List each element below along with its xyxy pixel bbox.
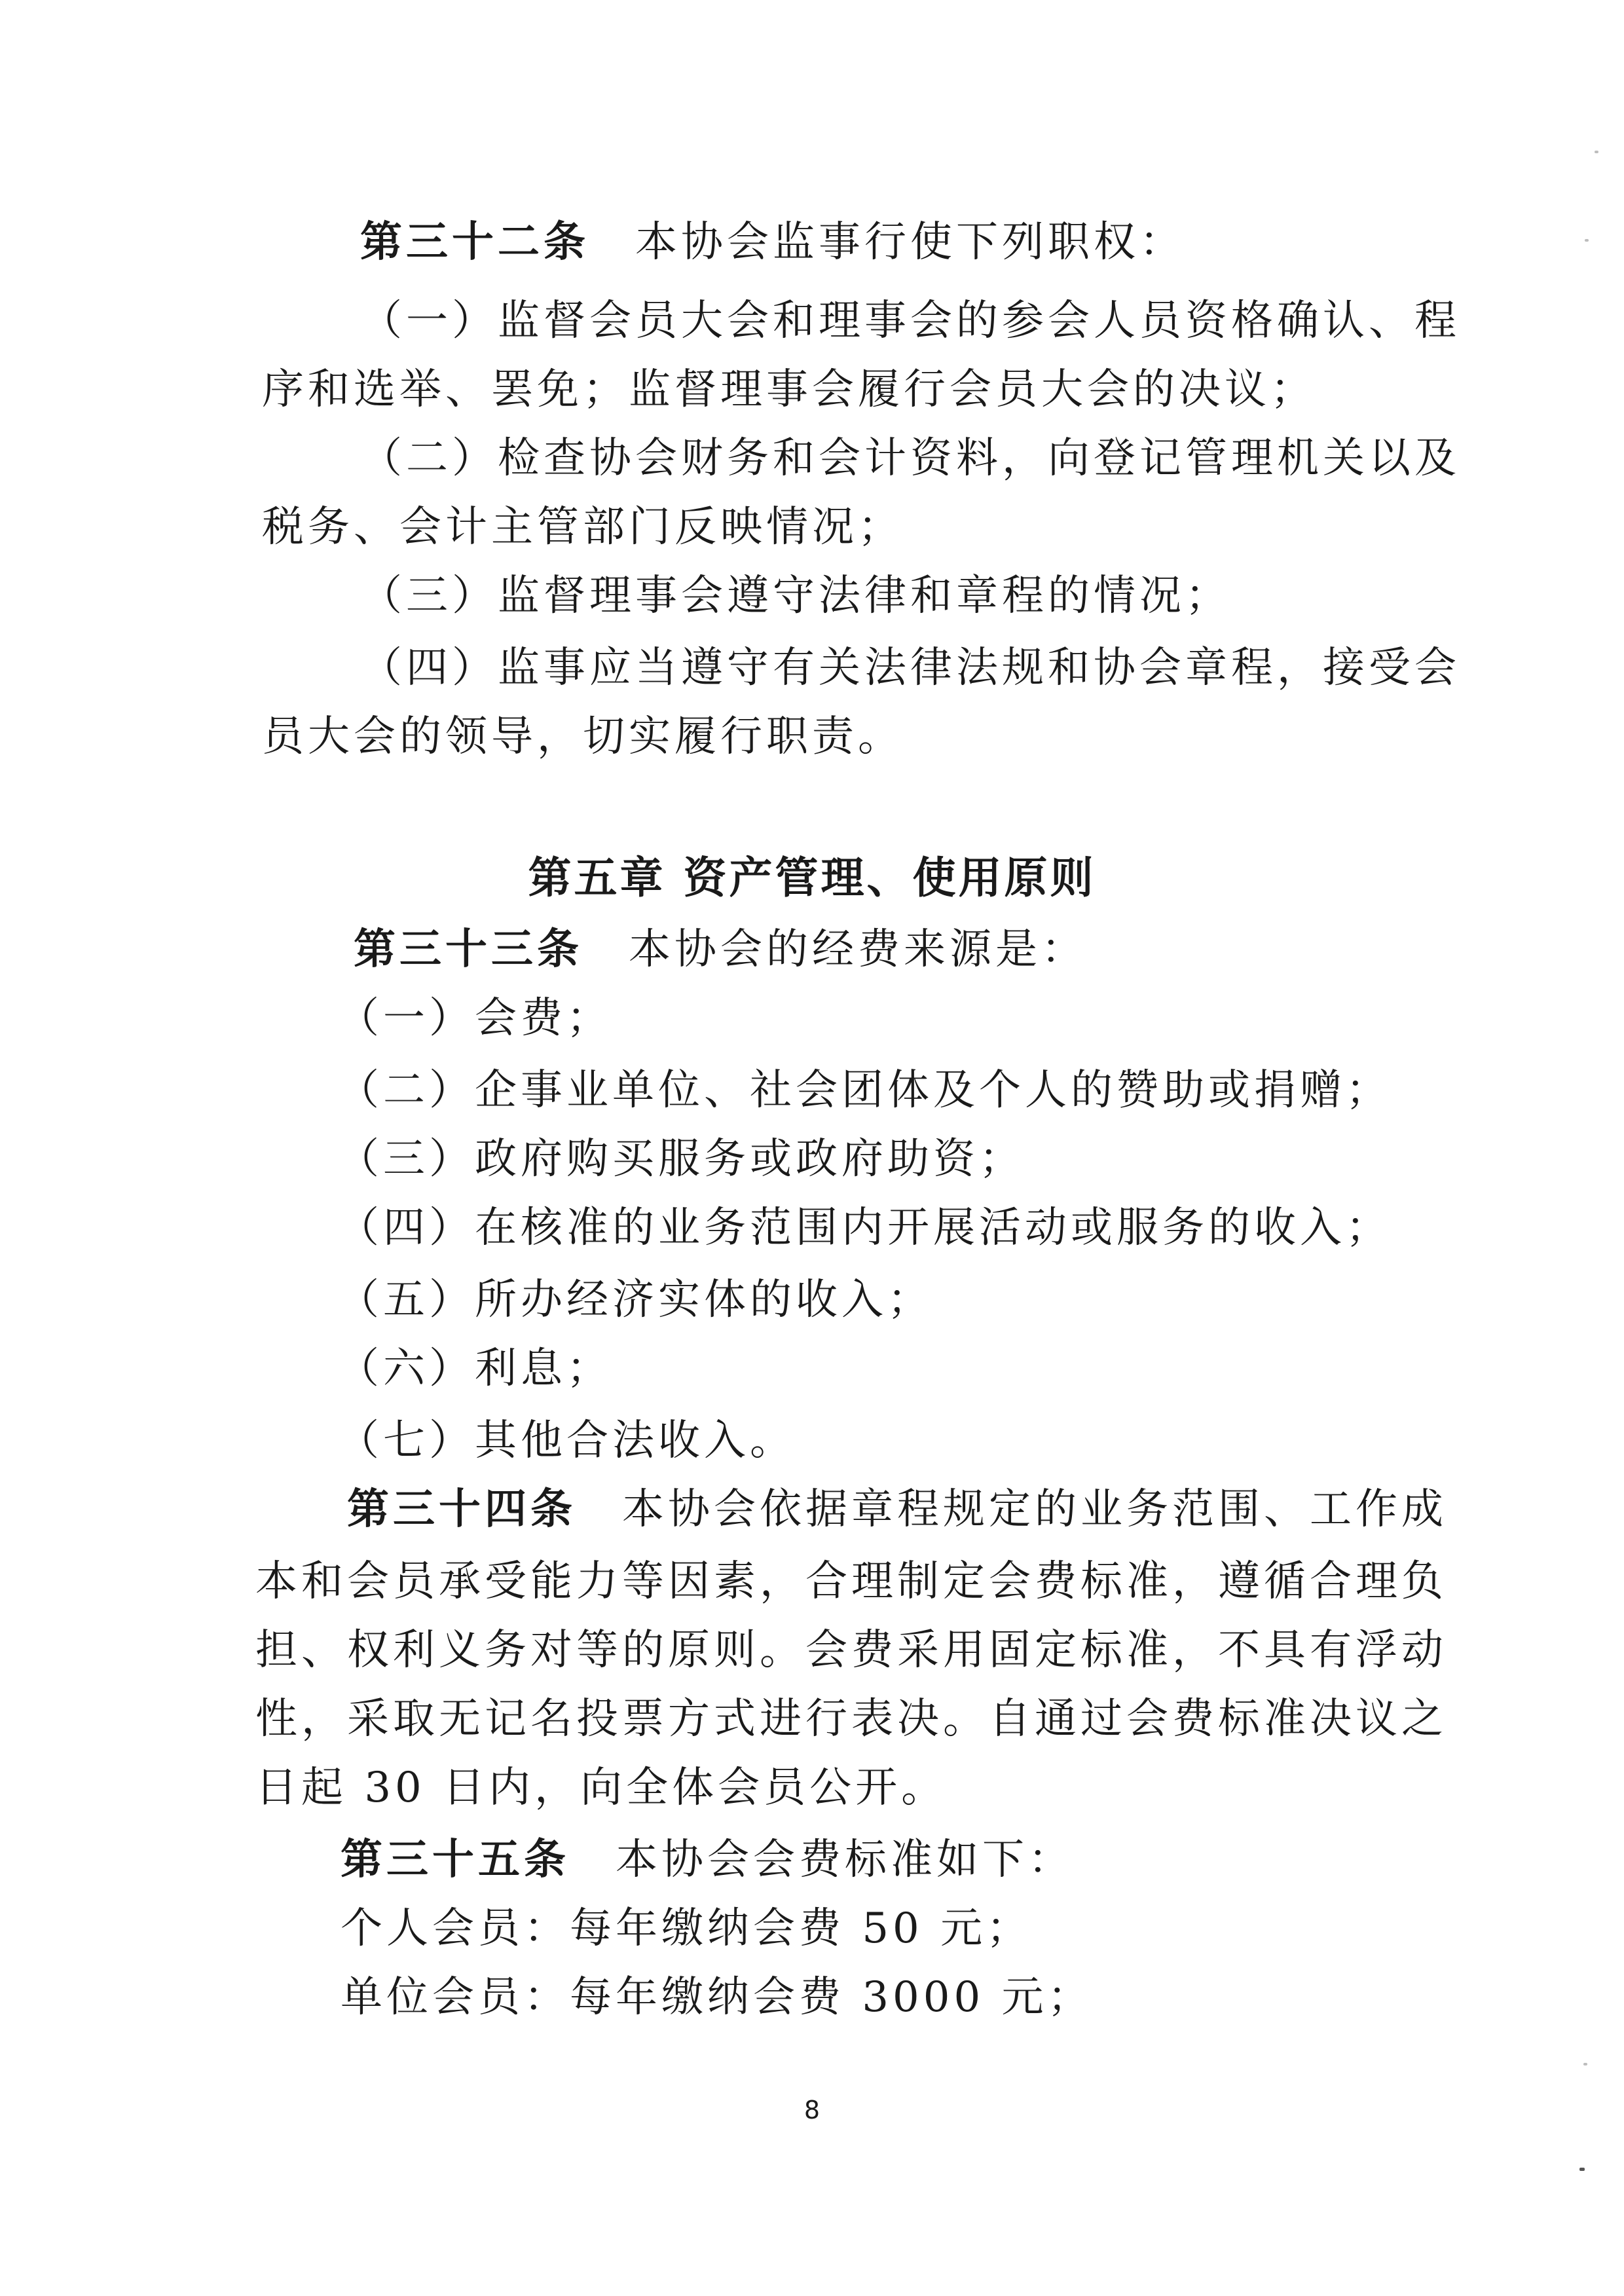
article-32-intro: 本协会监事行使下列职权： (635, 218, 1185, 267)
article-34-line-3: 担、权利义务对等的原则。会费采用固定标准，不具有浮动 (255, 1626, 1447, 1675)
chapter-5-title: 第五章 资产管理、使用原则 (528, 852, 1096, 903)
scan-speck (1595, 151, 1598, 153)
article-33-item: （五）所办经济实体的收入； (337, 1276, 933, 1324)
article-35-heading-line (341, 1834, 1074, 1886)
article-35-unit-fee: 单位会员：每年缴纳会费 3000 元； (341, 1973, 1094, 2022)
scan-speck (1579, 2168, 1585, 2171)
scan-speck (1583, 2063, 1587, 2065)
article-33-item: （六）利息； (337, 1344, 612, 1393)
article-32-item-3: （三）监督理事会遵守法律和章程的情况； (360, 572, 1231, 620)
article-33-item: （七）其他合法收入。 (337, 1416, 796, 1465)
article-34-line-5: 日起 30 日内，向全体会员公开。 (255, 1764, 948, 1812)
article-35-number: 第三十五条 (341, 1835, 570, 1884)
article-35-intro: 本协会会费标准如下： (616, 1836, 1074, 1884)
article-34-line-2: 本和会员承受能力等因素，合理制定会费标准，遵循合理负 (255, 1557, 1447, 1606)
article-34-line-1 (347, 1483, 1447, 1536)
scan-speck (1585, 239, 1589, 242)
article-33-item: （三）政府购买服务或政府助资； (337, 1135, 1025, 1183)
article-32-item-2-line-2: 税务、会计主管部门反映情况； (262, 503, 904, 551)
article-32-heading-line (360, 216, 1185, 268)
article-32-item-4-line-2: 员大会的领导，切实履行职责。 (262, 713, 904, 761)
page-number: 8 (803, 2096, 821, 2124)
article-32-item-4-line-1: （四）监事应当遵守有关法律法规和协会章程，接受会 (360, 644, 1460, 692)
article-33-item: （一）会费； (337, 994, 612, 1043)
article-32-item-2-line-1: （二）检查协会财务和会计资料，向登记管理机关以及 (360, 434, 1460, 483)
article-33-item: （二）企事业单位、社会团体及个人的赞助或捐赠； (337, 1066, 1392, 1115)
article-33-number: 第三十三条 (354, 925, 583, 974)
article-34-line-4: 性，采取无记名投票方式进行表决。自通过会费标准决议之 (255, 1695, 1447, 1743)
article-32-item-1-line-1: （一）监督会员大会和理事会的参会人员资格确认、程 (360, 297, 1460, 345)
article-33-intro: 本协会的经费来源是： (629, 925, 1087, 974)
article-34-text-1: 本协会依据章程规定的业务范围、工作成 (622, 1485, 1447, 1534)
article-33-heading-line (354, 923, 1087, 976)
article-33-item: （四）在核准的业务范围内开展活动或服务的收入； (337, 1204, 1392, 1252)
article-35-individual-fee: 个人会员：每年缴纳会费 50 元； (341, 1904, 1033, 1953)
article-32-number: 第三十二条 (360, 217, 589, 267)
article-32-item-1-line-2: 序和选举、罢免；监督理事会履行会员大会的决议； (262, 365, 1316, 414)
article-34-number: 第三十四条 (347, 1485, 576, 1534)
